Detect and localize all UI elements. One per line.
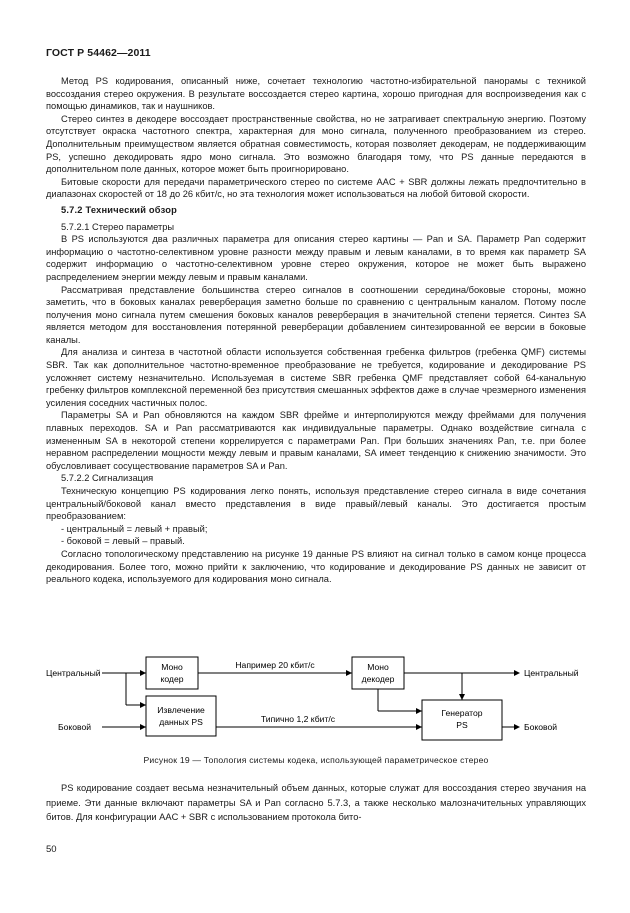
paragraph: Метод PS кодирования, описанный ниже, сочетает технологию частотно-избирательной панорамы с техникой воссоздания стерео окружения. В результате воссоздается стерео картина, хорошо пригодная для воспроизведения как с помощью динамиков, так и наушников. bbox=[46, 76, 586, 112]
mono-coder-label: Моно bbox=[161, 662, 183, 672]
mono-coder-label: кодер bbox=[160, 674, 184, 684]
output-central-label: Центральный bbox=[524, 668, 579, 678]
paragraph: Для анализа и синтеза в частотной области используется собственная гребенка фильтров (гребенка QMF) системы SBR. Так как дополнительное частотно-временное преобразование не требуется, кодирование и декодирование PS усложняет систему незначительно. Используемая в системе SBR гребенка QMF представляет собой 64-канальную гребенку фильтров комплексной переменной без присутствия смешанных эффектов даже в случае чрезмерного изменения усиления соседних частичных полос. bbox=[46, 347, 586, 408]
ps-extract-label: данных PS bbox=[159, 717, 203, 727]
paragraph: Техническую концепцию PS кодирования легко понять, используя представление стерео сигнала в виде сочетания центральный/боковой канал вместо представления в виде правый/левый каналы. Это достигается простым преобразованием: bbox=[46, 486, 586, 522]
paragraph: PS кодирование создает весьма незначительный объем данных, которые служат для воссоздания стерео звучания на приеме. Эти данные включают параметры SA и Pan согласно 5.7.3, а также несколько малозначительных управляющих битов. Для конфигурации AAC + SBR с использованием протокола бито- bbox=[46, 783, 586, 823]
document-header: ГОСТ Р 54462—2011 bbox=[46, 47, 151, 59]
ps-extract-box bbox=[146, 696, 216, 736]
formula-line: - центральный = левый + правый; bbox=[61, 523, 208, 534]
subsection-title: 5.7.2.2 Сигнализация bbox=[61, 473, 154, 484]
ps-generator-label: PS bbox=[456, 720, 468, 730]
ps-extract-label: Извлечение bbox=[157, 705, 205, 715]
section-heading: 5.7.2 Технический обзор bbox=[61, 204, 177, 215]
paragraph: В PS используются два различных параметра для описания стерео картины — Pan и SA. Параметр Pan содержит информацию о частотно-селективном уровне разности между правым и левым каналами, в то время как параметр SA содержит информацию о частотно-селективном уровне стерео окружения, которое не может быть выражено распределением энергии между левым и правым каналами. bbox=[46, 234, 586, 282]
bitrate-bottom-label: Типично 1,2 кбит/с bbox=[260, 714, 336, 724]
ps-generator-label: Генератор bbox=[441, 708, 483, 718]
input-side-label: Боковой bbox=[58, 722, 92, 732]
paragraph: Стерео синтез в декодере воссоздает пространственные свойства, но не затрагивает спектральную энергию. Поэтому отсутствует окраска частотного спектра, характерная для моно сигнала, полученного преобразованием из стерео. Дополнительным преимуществом является обратная совместимость, которая позволяет декодерам, не поддерживающим PS, успешно декодировать ядро моно сигнала. Это возможно благодаря тому, что PS данные передаются в дополнительном поле данных, которое может быть проигнорировано. bbox=[46, 113, 586, 175]
figure-caption: Рисунок 19 — Топология системы кодека, использующей параметрическое стерео bbox=[143, 755, 489, 765]
paragraph: Рассматривая представление большинства стерео сигналов в соотношении середина/боковые стороны, можно заметить, что в боковых каналах реверберация заметно больше по сравнению с центральным каналом. Потому после получения моно сигнала путем смешения боковых каналов реверберация в значительной степени теряется. Синтез SA является методом для восстановления потерянной реверберации добавлением синтезированной ее версии в боковые каналы. bbox=[46, 284, 586, 345]
page-number: 50 bbox=[46, 844, 57, 855]
mono-decoder-label: Моно bbox=[367, 662, 389, 672]
document-body-tail bbox=[46, 781, 586, 825]
codec-topology-diagram bbox=[46, 655, 586, 745]
paragraph: Согласно топологическому представлению на рисунке 19 данные PS влияют на сигнал только в самом конце процесса декодирования. Более того, можно прийти к заключению, что кодирование и декодирование PS данных не зависит от реального кодека, используемого для кодирования моно сигнала. bbox=[46, 548, 586, 585]
input-central-label: Центральный bbox=[46, 668, 101, 678]
output-side-label: Боковой bbox=[524, 722, 558, 732]
formula-line: - боковой = левый – правый. bbox=[61, 536, 185, 547]
document-body bbox=[46, 75, 586, 586]
mono-decoder-label: декодер bbox=[361, 674, 395, 684]
paragraph: Параметры SA и Pan обновляются на каждом SBR фрейме и интерполируются между фреймами для получения плавных переходов. SA и Pan рассматриваются как индивидуальные параметры. Однако воздействие сигнала с измененным SA в некоторой степени коррелируется с параметрами Pan. При больших значениях Pan, т.е. при более неравном распределении мощности между левым и правым каналами, SA имеет тенденцию к снижению значимости. Это обусловливает сосуществование параметров SA и Pan. bbox=[46, 410, 586, 471]
bitrate-top-label: Например 20 кбит/с bbox=[235, 660, 315, 670]
subsection-title: 5.7.2.1 Стерео параметры bbox=[61, 221, 175, 232]
paragraph: Битовые скорости для передачи параметрического стерео по системе AAC + SBR должны лежать предпочтительно в диапазонах скоростей от 18 до 26 кбит/с, но эта технология может использоваться на любой битовой скорости. bbox=[46, 176, 586, 200]
